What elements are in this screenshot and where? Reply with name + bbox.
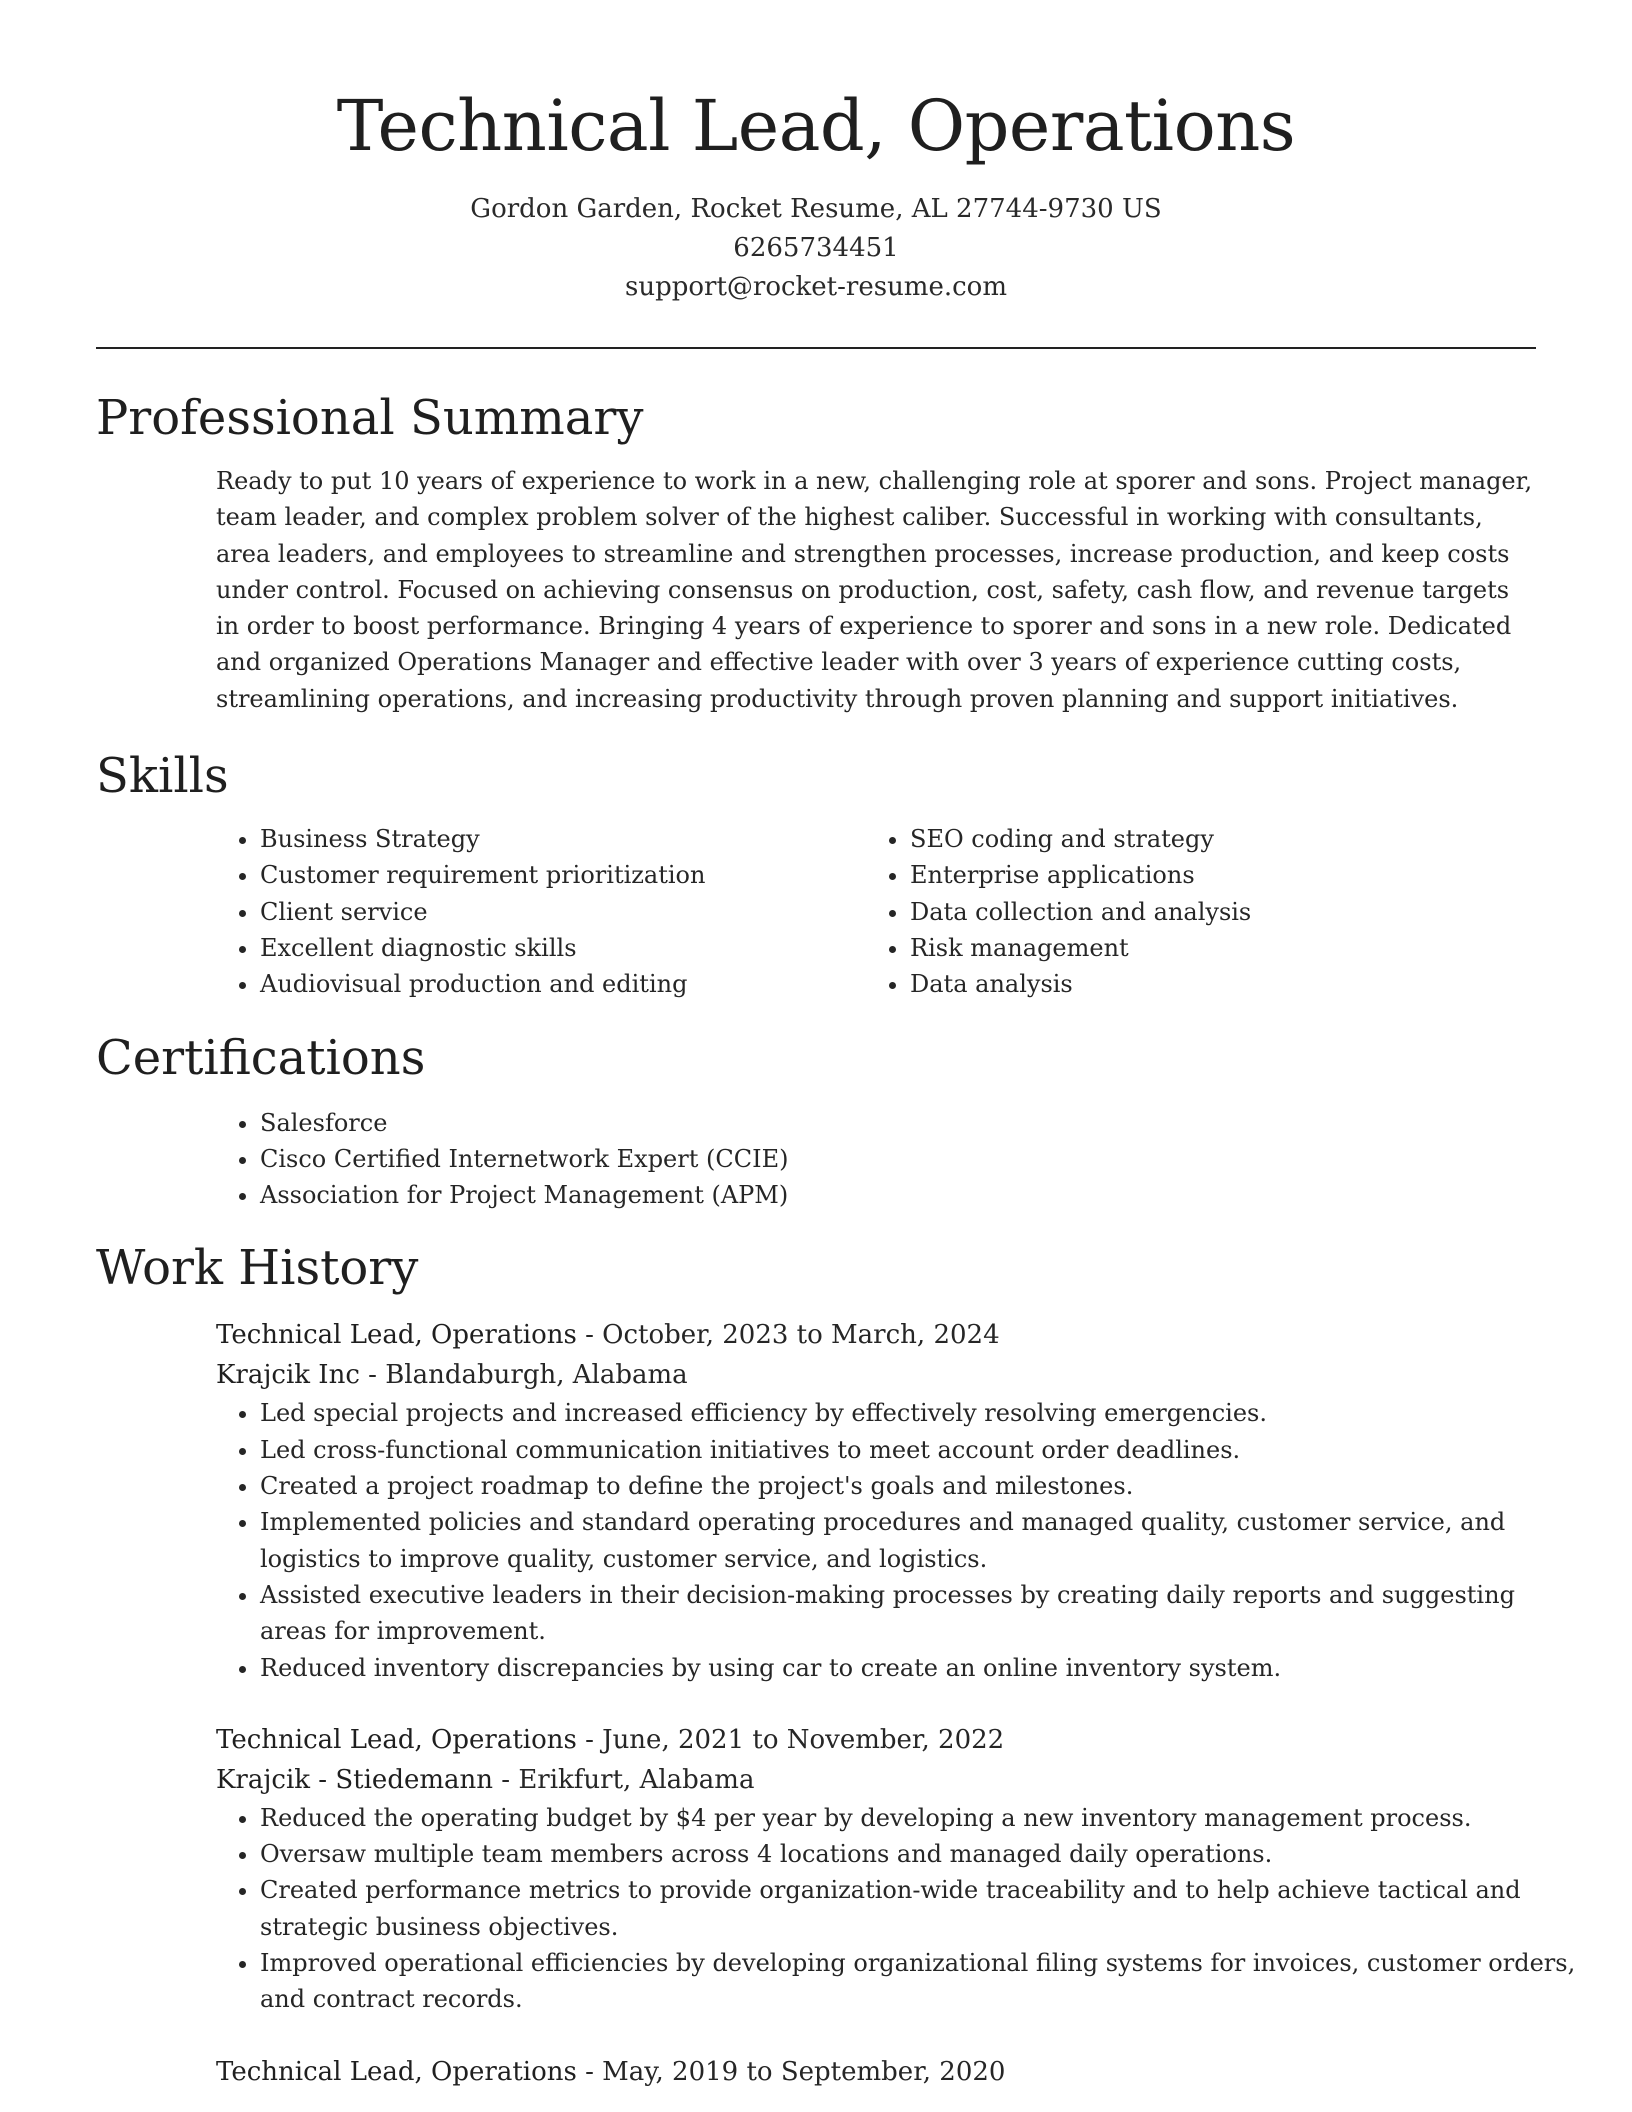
contact-address: Gordon Garden, Rocket Resume, AL 27744-9730 US — [470, 194, 1162, 224]
job-role: Technical Lead, Operations — [216, 1320, 577, 1351]
job-location: - Blandaburgh, Alabama — [359, 1360, 688, 1391]
job-duty-item: • Created performance metrics to provide organization-wide traceability and to help achieve tactical and strategic business objectives. — [260, 1872, 1580, 1945]
job-dates: - May, 2019 to September, 2020 — [576, 2056, 1006, 2087]
job-company-line — [216, 1760, 1536, 1800]
resume-page — [96, 0, 1576, 2092]
skill-item: • Excellent diagnostic skills — [260, 930, 866, 966]
job-duty-item: • Implemented policies and standard operating procedures and managed quality, customer service, and logistics to improve quality, customer service, and logistics. — [260, 1504, 1580, 1577]
skills-list-left — [216, 821, 866, 1002]
skill-item: • Data analysis — [910, 966, 1516, 1002]
certifications-bullets — [216, 1105, 1536, 1214]
job-duty-item: • Oversaw multiple team members across 4 locations and managed daily operations. — [260, 1836, 1580, 1872]
job-duty-item: • Reduced the operating budget by $4 per year by developing a new inventory management process. — [260, 1800, 1580, 1836]
job-entry — [216, 2052, 1536, 2092]
summary-text: Ready to put 10 years of experience to work in a new, challenging role at sporer and sons. Project manager, team leader, and complex problem solver of the highest caliber. Successful in working with consultants, area leaders, and employees to streamline and strengthen processes, increase production, and keep costs under control. Focused on achieving consensus on production, cost, safety, cash flow, and revenue targets in order to boost performance. Bringing 4 years of experience to sporer and sons in a new role. Dedicated and organized Operations Manager and effective leader with over 3 years of experience cutting costs, streamlining operations, and increasing productivity through proven planning and support initiatives. — [216, 467, 1533, 713]
job-duty-item: • Created a project roadmap to define the project's goals and milestones. — [260, 1468, 1580, 1504]
job-location: - Erikfurt, Alabama — [493, 1764, 755, 1795]
work-history-heading: Work History — [96, 1240, 419, 1297]
skill-item: • Business Strategy — [260, 821, 866, 857]
contact-email: support@rocket-resume.com — [624, 272, 1007, 302]
job-company: Krajcik - Stiedemann — [216, 1764, 493, 1795]
skills-heading: Skills — [96, 748, 229, 805]
job-entry — [216, 1720, 1576, 2018]
job-duty-item: • Led special projects and increased efficiency by effectively resolving emergencies. — [260, 1395, 1580, 1431]
skills-grid — [216, 821, 1536, 1002]
skill-item: • Audiovisual production and editing — [260, 966, 866, 1002]
summary-heading: Professional Summary — [96, 390, 644, 446]
job-duty-item: • Reduced inventory discrepancies by using car to create an online inventory system. — [260, 1650, 1580, 1686]
skills-list-right — [866, 821, 1516, 1002]
job-duty-item: • Improved operational efficiencies by developing organizational filing systems for invoices, customer orders, and contract records. — [260, 1945, 1580, 2018]
job-dates: - June, 2021 to November, 2022 — [576, 1724, 1005, 1755]
job-duty-item: • Led cross-functional communication initiatives to meet account order deadlines. — [260, 1432, 1580, 1468]
skill-item: • SEO coding and strategy — [910, 821, 1516, 857]
certifications-heading: Certifications — [96, 1029, 426, 1086]
skill-item: • Data collection and analysis — [910, 894, 1516, 930]
job-title-line — [216, 1720, 1536, 1760]
job-dates: - October, 2023 to March, 2024 — [576, 1320, 1000, 1351]
certification-item: • Salesforce — [260, 1105, 1536, 1141]
skill-item: • Customer requirement prioritization — [260, 857, 866, 893]
job-company: Krajcik Inc — [216, 1360, 360, 1391]
skills-column-right — [866, 821, 1516, 1002]
job-company-line — [216, 1355, 1536, 1395]
resume-header — [96, 84, 1536, 307]
skills-column-left — [216, 821, 866, 1002]
job-duties-list — [216, 1800, 1580, 2018]
job-role: Technical Lead, Operations — [216, 2056, 577, 2087]
certification-item: • Association for Project Management (APM) — [260, 1177, 1536, 1213]
header-divider — [96, 347, 1536, 349]
job-title-line — [216, 2052, 1536, 2092]
job-duties-list — [216, 1395, 1580, 1685]
job-role: Technical Lead, Operations — [216, 1724, 577, 1755]
candidate-name: Technical Lead, Operations — [336, 85, 1296, 167]
job-duty-item: • Assisted executive leaders in their decision-making processes by creating daily reports and suggesting areas for improvement. — [260, 1577, 1580, 1650]
skill-item: • Risk management — [910, 930, 1516, 966]
skill-item: • Enterprise applications — [910, 857, 1516, 893]
certification-item: • Cisco Certified Internetwork Expert (CCIE) — [260, 1141, 1536, 1177]
skill-item: • Client service — [260, 894, 866, 930]
contact-phone: 6265734451 — [733, 233, 899, 263]
job-entry — [216, 1315, 1536, 1685]
job-title-line — [216, 1315, 1536, 1355]
certifications-list — [216, 1105, 1536, 1214]
